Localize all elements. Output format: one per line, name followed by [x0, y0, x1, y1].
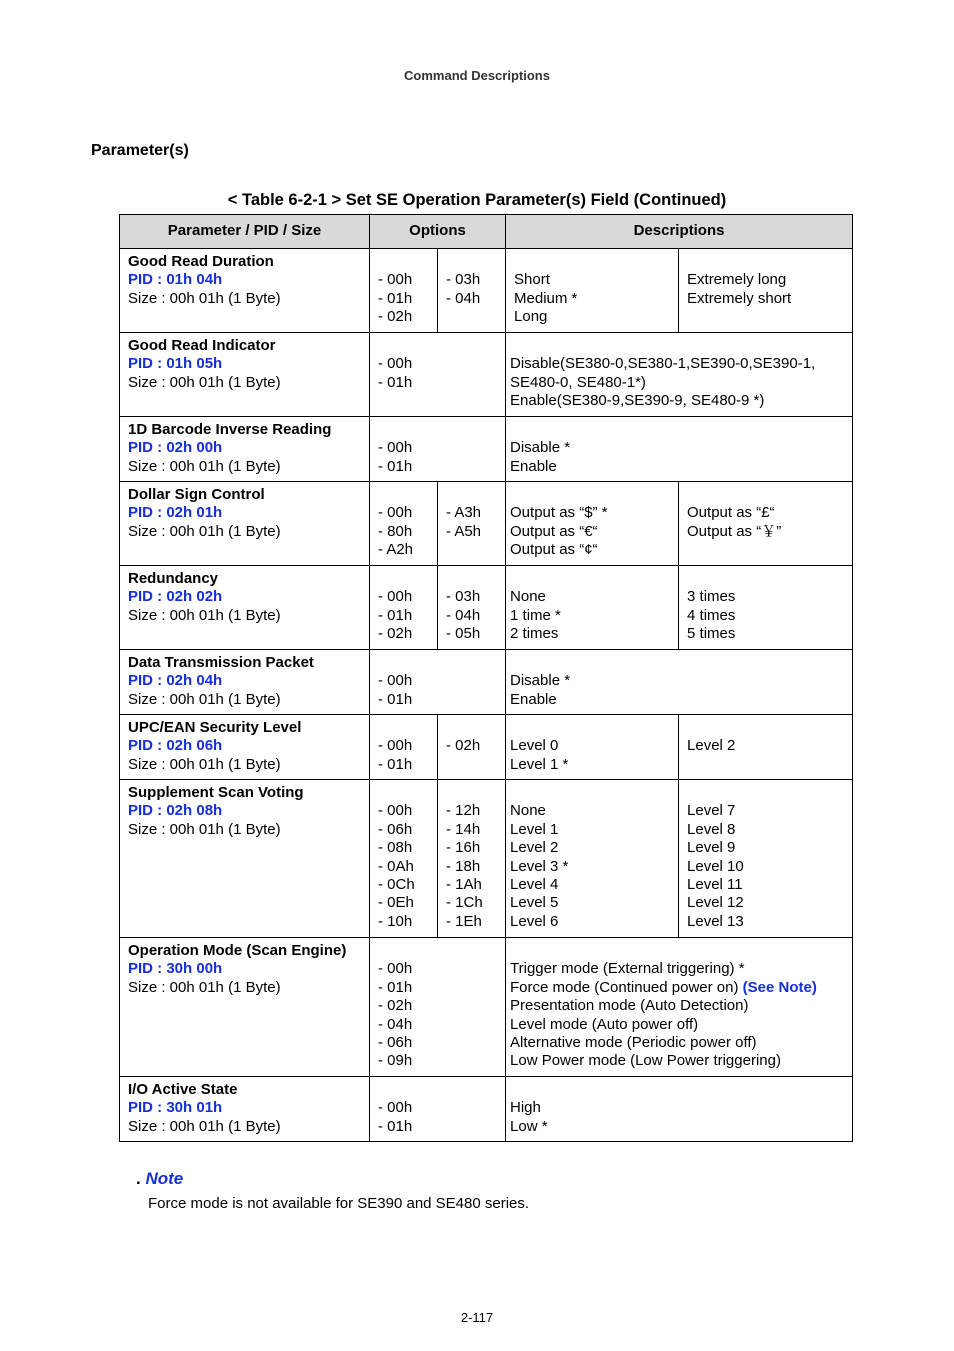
description-value: Enable: [510, 457, 557, 475]
description-value: Level 13: [687, 912, 744, 930]
option-value: - A2h: [378, 541, 414, 559]
table-header-row: [120, 215, 853, 249]
parameter-cell: [120, 566, 370, 650]
description-cell: [679, 249, 853, 333]
parameter-name: Operation Mode (Scan Engine): [128, 942, 347, 959]
parameter-name: I/O Active State: [128, 1081, 238, 1098]
option-value: - 0Ch: [378, 876, 415, 894]
description-value: Output as “￥”: [687, 522, 782, 540]
option-value: - 02h: [378, 308, 413, 326]
option-value: - 04h: [446, 289, 481, 307]
description-cell: [679, 780, 853, 938]
description-cell: [506, 249, 679, 333]
column-header: Options: [370, 215, 506, 249]
note-heading: [136, 1169, 183, 1189]
description-value: Level 2: [510, 839, 559, 857]
parameter-pid: PID : 02h 00h: [128, 439, 223, 457]
option-value: - 00h: [378, 271, 413, 289]
parameter-cell: [120, 482, 370, 566]
option-value: - 01h: [378, 373, 413, 391]
option-value: - 05h: [446, 625, 481, 643]
option-value: - 14h: [446, 820, 481, 838]
option-value: - A3h: [446, 504, 482, 522]
description-value: Level 10: [687, 857, 744, 875]
description-value: None: [510, 588, 546, 606]
parameter-cell: [120, 1077, 370, 1142]
option-value: - 00h: [378, 439, 413, 457]
parameter-cell: [120, 417, 370, 482]
description-value: Extremely short: [687, 289, 792, 307]
parameter-name: Data Transmission Packet: [128, 654, 314, 671]
option-cell: [370, 417, 506, 482]
column-header: Parameter / PID / Size: [120, 215, 370, 249]
parameter-name: Supplement Scan Voting: [128, 784, 304, 801]
table-row: [120, 938, 853, 1077]
description-cell: [506, 1077, 853, 1142]
description-value: Level mode (Auto power off): [510, 1015, 699, 1033]
option-value: - 02h: [378, 625, 413, 643]
description-value: Presentation mode (Auto Detection): [510, 997, 749, 1015]
option-value: - 01h: [378, 1117, 413, 1135]
parameter-cell: [120, 780, 370, 938]
description-value: Level 9: [687, 839, 736, 857]
option-value: - 0Ah: [378, 857, 414, 875]
option-value: - 06h: [378, 820, 413, 838]
description-value: 1 time *: [510, 606, 561, 624]
description-value: Level 6: [510, 912, 559, 930]
option-cell: [438, 715, 506, 780]
note-title: Note: [145, 1169, 184, 1188]
parameter-size: Size : 00h 01h (1 Byte): [128, 1117, 281, 1135]
parameter-size: Size : 00h 01h (1 Byte): [128, 690, 281, 708]
parameter-pid: PID : 02h 04h: [128, 672, 223, 690]
parameter-pid: PID : 02h 01h: [128, 504, 223, 522]
parameter-pid: PID : 01h 04h: [128, 271, 223, 289]
parameter-name: Dollar Sign Control: [128, 486, 265, 503]
option-value: - 00h: [378, 672, 413, 690]
parameter-name: Redundancy: [128, 570, 219, 587]
option-value: - 06h: [378, 1034, 413, 1052]
option-cell: [438, 780, 506, 938]
option-value: - 01h: [378, 606, 413, 624]
option-cell: [370, 1077, 506, 1142]
parameter-pid: PID : 01h 05h: [128, 355, 223, 373]
option-value: - 09h: [378, 1052, 413, 1070]
option-cell: [370, 938, 506, 1077]
option-value: - 03h: [446, 588, 481, 606]
running-header: Command Descriptions: [404, 68, 550, 83]
description-value: 4 times: [687, 606, 736, 624]
description-cell: [506, 417, 853, 482]
parameter-size: Size : 00h 01h (1 Byte): [128, 457, 281, 475]
description-value: Low Power mode (Low Power triggering): [510, 1052, 781, 1070]
option-cell: [370, 482, 438, 566]
option-cell: [438, 482, 506, 566]
table-row: [120, 715, 853, 780]
description-value: Enable(SE380-9,SE390-9, SE480-9 *): [510, 392, 765, 410]
note-text: Force mode is not available for SE390 and SE480 series.: [148, 1195, 530, 1212]
option-value: - 04h: [378, 1015, 413, 1033]
page-number: 2-117: [460, 1310, 494, 1325]
option-cell: [370, 333, 506, 417]
description-cell: [506, 780, 679, 938]
option-value: - 00h: [378, 1099, 413, 1117]
description-cell: [506, 715, 679, 780]
option-cell: [370, 715, 438, 780]
section-title: Parameter(s): [91, 142, 189, 159]
parameter-size: Size : 00h 01h (1 Byte): [128, 606, 281, 624]
table-row: [120, 566, 853, 650]
description-cell: [506, 650, 853, 715]
parameter-name: Good Read Indicator: [128, 337, 276, 354]
description-cell: [506, 333, 853, 417]
parameter-pid: PID : 02h 06h: [128, 737, 223, 755]
description-value: Long: [514, 308, 548, 326]
option-cell: [438, 249, 506, 333]
parameter-size: Size : 00h 01h (1 Byte): [128, 289, 281, 307]
description-value: Trigger mode (External triggering) *: [510, 960, 745, 978]
parameter-table: [119, 214, 853, 1142]
description-value: 5 times: [687, 625, 736, 643]
description-value: High: [510, 1099, 541, 1117]
description-value: Output as “¢“: [510, 541, 598, 559]
description-value: SE480-0, SE480-1*): [510, 373, 646, 391]
description-cell: [506, 566, 679, 650]
parameter-cell: [120, 715, 370, 780]
description-text: Force mode (Continued power on): [510, 978, 739, 996]
option-value: - 1Ah: [446, 876, 482, 894]
option-cell: [370, 566, 438, 650]
description-value: Output as “€“: [510, 522, 598, 540]
parameter-size: Size : 00h 01h (1 Byte): [128, 820, 281, 838]
parameter-pid: PID : 02h 02h: [128, 588, 223, 606]
description-cell: [506, 482, 679, 566]
option-value: - 01h: [378, 755, 413, 773]
option-value: - 02h: [446, 737, 481, 755]
option-cell: [438, 566, 506, 650]
table-row: [120, 780, 853, 938]
description-value: Level 0: [510, 737, 559, 755]
option-value: - 00h: [378, 737, 413, 755]
description-cell: [679, 715, 853, 780]
option-value: - 02h: [378, 997, 413, 1015]
option-value: - 16h: [446, 839, 481, 857]
description-value: Level 11: [687, 876, 743, 894]
description-value: Disable(SE380-0,SE380-1,SE390-0,SE390-1,: [510, 355, 816, 373]
description-value: Level 4: [510, 876, 559, 894]
option-value: - 00h: [378, 960, 413, 978]
option-cell: [370, 249, 438, 333]
option-cell: [370, 780, 438, 938]
description-value: Low *: [510, 1117, 548, 1135]
parameter-name: Good Read Duration: [128, 253, 274, 270]
parameter-name: UPC/EAN Security Level: [128, 719, 302, 736]
parameter-pid: PID : 30h 00h: [128, 960, 223, 978]
see-note-reference: (See Note): [742, 978, 817, 996]
option-value: - 01h: [378, 978, 413, 996]
description-value: Output as “£“: [687, 504, 775, 522]
description-value: Extremely long: [687, 271, 787, 289]
table-row: [120, 333, 853, 417]
option-value: - 0Eh: [378, 894, 414, 912]
table-row: [120, 417, 853, 482]
parameter-size: Size : 00h 01h (1 Byte): [128, 978, 281, 996]
column-header: Descriptions: [506, 215, 853, 249]
option-value: - 00h: [378, 355, 413, 373]
parameter-cell: [120, 650, 370, 715]
option-value: - 01h: [378, 289, 413, 307]
description-value: [510, 979, 844, 997]
parameter-size: Size : 00h 01h (1 Byte): [128, 755, 281, 773]
option-value: - 03h: [446, 271, 481, 289]
description-value: 2 times: [510, 625, 559, 643]
description-cell: [679, 482, 853, 566]
option-value: - 04h: [446, 606, 481, 624]
option-value: - 10h: [378, 912, 413, 930]
description-value: Enable: [510, 690, 557, 708]
table-caption: < Table 6-2-1 > Set SE Operation Parameter(s) Field (Continued): [227, 191, 727, 209]
description-cell: [679, 566, 853, 650]
description-value: Level 1 *: [510, 755, 569, 773]
note-bullet: .: [136, 1169, 141, 1188]
description-value: Short: [514, 271, 550, 289]
option-value: - A5h: [446, 522, 482, 540]
description-value: Output as “$” *: [510, 504, 608, 522]
parameter-size: Size : 00h 01h (1 Byte): [128, 373, 281, 391]
description-value: 3 times: [687, 588, 736, 606]
option-cell: [370, 650, 506, 715]
description-value: Level 8: [687, 820, 736, 838]
table-row: [120, 482, 853, 566]
parameter-pid: PID : 02h 08h: [128, 802, 223, 820]
description-value: Level 3 *: [510, 857, 569, 875]
description-value: Alternative mode (Periodic power off): [510, 1034, 757, 1052]
option-value: - 1Ch: [446, 894, 483, 912]
option-value: - 00h: [378, 802, 413, 820]
option-value: - 1Eh: [446, 912, 482, 930]
option-value: - 80h: [378, 522, 413, 540]
option-value: - 18h: [446, 857, 481, 875]
option-value: - 00h: [378, 504, 413, 522]
parameter-size: Size : 00h 01h (1 Byte): [128, 522, 281, 540]
description-value: Disable *: [510, 439, 571, 457]
table-row: [120, 249, 853, 333]
description-value: Level 5: [510, 894, 559, 912]
description-cell: [506, 938, 853, 1077]
parameter-cell: [120, 249, 370, 333]
table-row: [120, 1077, 853, 1142]
description-value: Medium *: [514, 289, 578, 307]
parameter-cell: [120, 333, 370, 417]
parameter-cell: [120, 938, 370, 1077]
description-value: None: [510, 802, 546, 820]
parameter-pid: PID : 30h 01h: [128, 1099, 223, 1117]
option-value: - 08h: [378, 839, 413, 857]
option-value: - 01h: [378, 690, 413, 708]
description-value: Level 7: [687, 802, 736, 820]
parameter-name: 1D Barcode Inverse Reading: [128, 421, 332, 438]
option-value: - 01h: [378, 457, 413, 475]
option-value: - 12h: [446, 802, 481, 820]
option-value: - 00h: [378, 588, 413, 606]
description-value: Level 12: [687, 894, 744, 912]
table-row: [120, 650, 853, 715]
description-value: Level 2: [687, 737, 736, 755]
description-value: Level 1: [510, 820, 559, 838]
description-value: Disable *: [510, 672, 571, 690]
